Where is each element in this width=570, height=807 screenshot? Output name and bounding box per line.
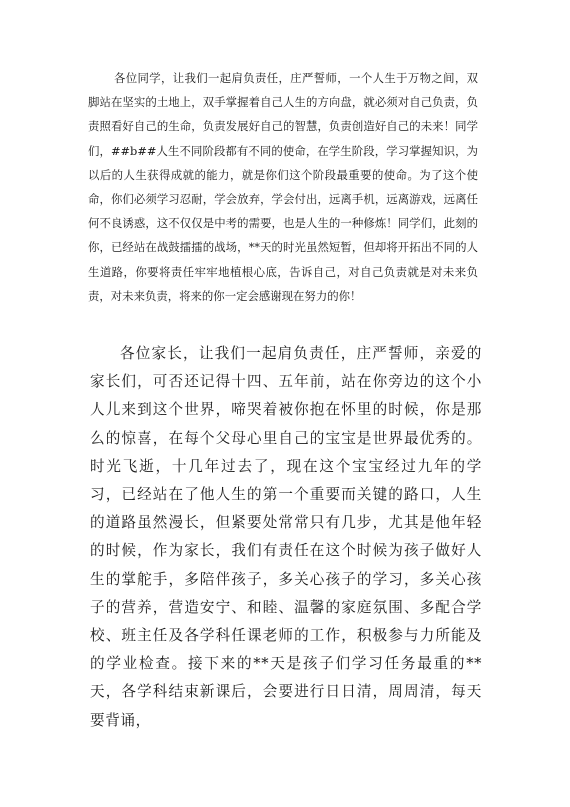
paragraph-students: 各位同学，让我们一起肩负责任，庄严誓师，一个人生于万物之间，双脚站在坚实的土地上，双手掌握着自己人生的方向盘，就必须对自己负责，负责照看好自己的生命，负责发展好自己的智慧，负责创造好自己的未来！同学们，##b##人生不同阶段都有不同的使命，在学生阶段，学习掌握知识，为以后的人生获得成就的能力，就是你们这个阶段最重要的使命。为了这个使命，你们必须学习忍耐，学会放弃，学会付出，远离手机，远离游戏，远离任何不良诱惑，这不仅仅是中考的需要，也是人生的一种修炼！同学们，此刻的你，已经站在战鼓擂擂的战场，**天的时光虽然短暂，但却将开拓出不同的人生道路，你要将责任牢牢地植根心底，告诉自己，对自己负责就是对未来负责，对未来负责，将来的你一定会感谢现在努力的你！ [88,71,478,303]
paragraph-parents: 各位家长，让我们一起肩负责任，庄严誓师，亲爱的家长们，可否还记得十四、五年前，站在你旁边的这个小人儿来到这个世界，啼哭着被你抱在怀里的时候，你是那么的惊喜，在每个父母心里自己的宝宝是世界最优秀的。时光飞逝，十几年过去了，现在这个宝宝经过九年的学习，已经站在了他人生的第一个重要而关键的路口，人生的道路虽然漫长，但紧要处常常只有几步，尤其是他年轻的时候，作为家长，我们有责任在这个时候为孩子做好人生的掌舵手，多陪伴孩子，多关心孩子的学习，多关心孩子的营养，营造安宁、和睦、温馨的家庭氛围、多配合学校、班主任及各学科任课老师的工作，积极参与力所能及的学业检查。接下来的**天是孩子们学习任务最重的**天，各学科结束新课后，会要进行日日清，周周清，每天要背诵， [90,345,482,729]
